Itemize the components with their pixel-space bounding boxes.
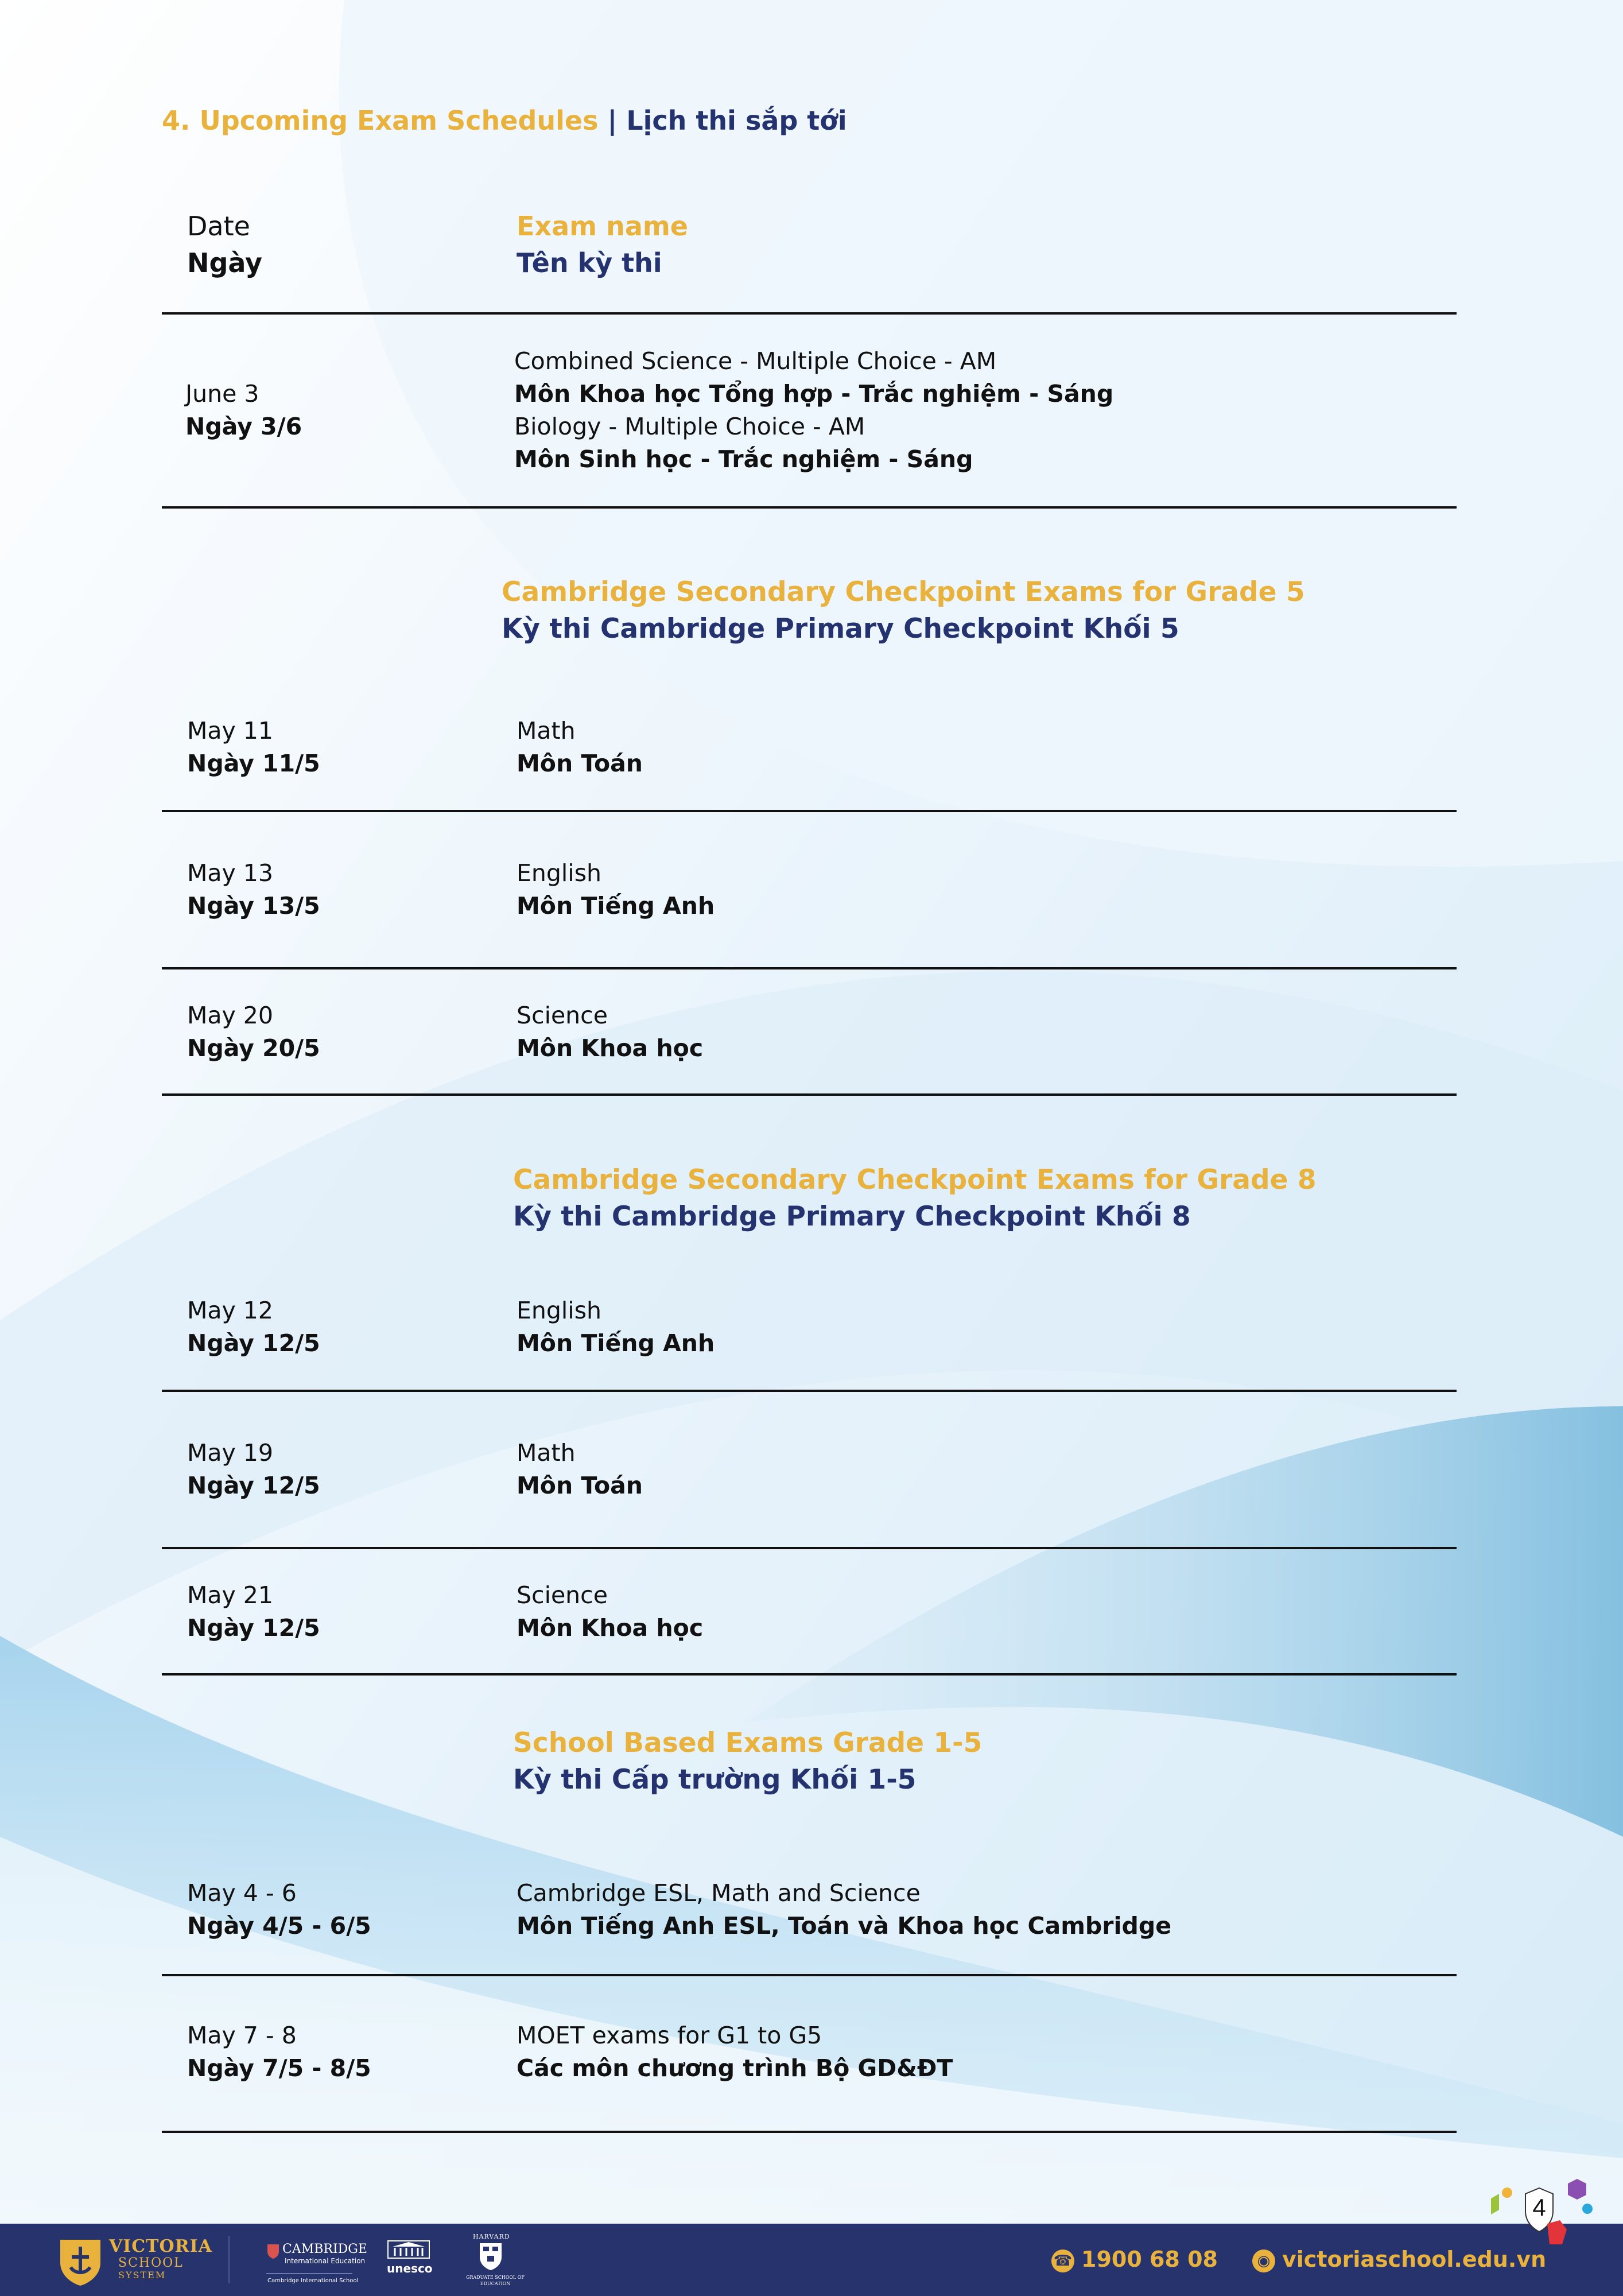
date-header-vi: Ngày xyxy=(187,247,263,278)
date-vi: Ngày 12/5 xyxy=(187,1614,320,1642)
exam-en: English xyxy=(517,859,602,887)
harvard-shield-icon xyxy=(479,2242,503,2271)
date-vi: Ngày 4/5 - 6/5 xyxy=(187,1912,371,1940)
brand-sub1: SCHOOL xyxy=(118,2256,184,2270)
heading-title-vi: | Lịch thi sắp tới xyxy=(607,105,847,136)
table-divider xyxy=(162,1390,1457,1392)
unesco-temple-icon xyxy=(387,2240,430,2259)
exam-line: Môn Sinh học - Trắc nghiệm - Sáng xyxy=(514,445,973,473)
cambridge-line: International Education xyxy=(285,2257,366,2265)
exam-en: English xyxy=(517,1297,602,1324)
section-title-en: School Based Exams Grade 1-5 xyxy=(513,1727,983,1759)
table-divider xyxy=(162,2131,1457,2133)
cambridge-shield-icon xyxy=(266,2243,280,2259)
date-en: May 21 xyxy=(187,1581,273,1609)
globe-icon: ◉ xyxy=(1252,2250,1275,2272)
table-divider xyxy=(162,506,1457,509)
date-vi: Ngày 12/5 xyxy=(187,1472,320,1499)
exam-en: Science xyxy=(517,1581,608,1609)
exam-cell xyxy=(517,857,715,922)
footer-bar xyxy=(0,2224,1623,2296)
date-vi: Ngày 12/5 xyxy=(187,1329,320,1357)
brand-name: VICTORIA xyxy=(109,2236,212,2256)
heading-title-en: 4. Upcoming Exam Schedules xyxy=(162,105,599,136)
exam-cell xyxy=(517,1294,715,1360)
exam-cell xyxy=(514,345,1113,476)
exam-header-en: Exam name xyxy=(517,211,688,242)
table-divider xyxy=(162,1673,1457,1676)
section-title-en: Cambridge Secondary Checkpoint Exams for Grade 8 xyxy=(513,1164,1317,1196)
exam-vi: Môn Khoa học xyxy=(517,1614,704,1642)
victoria-crest-icon xyxy=(55,2234,106,2287)
page-number-badge xyxy=(1486,2175,1613,2256)
exam-en: Math xyxy=(517,717,576,744)
exam-line: Biology - Multiple Choice - AM xyxy=(514,413,865,440)
table-divider xyxy=(162,312,1457,315)
date-cell xyxy=(187,1877,371,1942)
date-cell xyxy=(187,1437,320,1502)
exam-cell xyxy=(517,999,703,1065)
exam-header-vi: Tên kỳ thi xyxy=(517,247,662,278)
exam-en: Math xyxy=(517,1439,576,1467)
exam-cell xyxy=(517,715,643,780)
section-title-en: Cambridge Secondary Checkpoint Exams for Grade 5 xyxy=(502,576,1305,608)
harvard-bottom: GRADUATE SCHOOL OF EDUCATION xyxy=(466,2275,525,2286)
date-en: May 7 - 8 xyxy=(187,2022,297,2049)
exam-en: MOET exams for G1 to G5 xyxy=(517,2022,822,2049)
exam-line: Combined Science - Multiple Choice - AM xyxy=(514,347,997,375)
cambridge-sub: Cambridge International School xyxy=(267,2278,359,2284)
exam-vi: Môn Tiếng Anh xyxy=(517,892,715,920)
date-en: May 4 - 6 xyxy=(187,1879,297,1907)
date-vi: Ngày 13/5 xyxy=(187,892,320,920)
exam-vi: Môn Tiếng Anh xyxy=(517,1329,715,1357)
date-column-header xyxy=(187,208,262,281)
table-divider xyxy=(162,967,1457,969)
exam-vi: Môn Khoa học xyxy=(517,1034,704,1062)
harvard-top: HARVARD xyxy=(473,2233,510,2240)
table-divider xyxy=(162,1547,1457,1549)
exam-cell xyxy=(517,1579,703,1645)
section-heading xyxy=(162,105,847,136)
date-vi: Ngày 7/5 - 8/5 xyxy=(187,2054,371,2082)
section-title-grade8 xyxy=(513,1162,1317,1235)
footer-separator xyxy=(228,2236,230,2283)
date-cell xyxy=(187,1579,320,1645)
table-divider xyxy=(162,1974,1457,1976)
exam-cell xyxy=(517,1437,643,1502)
section-title-school-based xyxy=(513,1725,982,1798)
brand-sub2: SYSTEM xyxy=(118,2270,166,2281)
date-cell xyxy=(187,1294,320,1360)
phone-icon: ☎ xyxy=(1051,2250,1074,2272)
phone-number: 1900 68 08 xyxy=(1081,2247,1218,2272)
exam-en: Cambridge ESL, Math and Science xyxy=(517,1879,921,1907)
date-en: May 13 xyxy=(187,859,273,887)
date-en: May 20 xyxy=(187,1002,273,1029)
footer-phone[interactable] xyxy=(1051,2247,1218,2272)
section-title-grade5 xyxy=(502,574,1305,647)
date-cell xyxy=(187,715,320,780)
exam-vi: Môn Toán xyxy=(517,1472,643,1499)
date-cell xyxy=(187,2019,371,2085)
date-en: May 19 xyxy=(187,1439,273,1467)
exam-vi: Các môn chương trình Bộ GD&ĐT xyxy=(517,2054,953,2082)
table-divider xyxy=(162,1093,1457,1096)
exam-column-header xyxy=(517,208,688,281)
table-divider xyxy=(162,810,1457,812)
cambridge-name: CAMBRIDGE xyxy=(282,2242,367,2256)
date-vi: Ngày 11/5 xyxy=(187,750,320,777)
date-en: June 3 xyxy=(185,380,259,408)
date-header-en: Date xyxy=(187,211,250,242)
exam-en: Science xyxy=(517,1002,608,1029)
exam-vi: Môn Tiếng Anh ESL, Toán và Khoa học Cambridge xyxy=(517,1912,1172,1940)
unesco-label: unesco xyxy=(387,2262,433,2275)
date-en: May 11 xyxy=(187,717,273,744)
section-title-vi: Kỳ thi Cambridge Primary Checkpoint Khối 8 xyxy=(513,1201,1191,1232)
date-vi: Ngày 20/5 xyxy=(187,1034,320,1062)
section-title-vi: Kỳ thi Cambridge Primary Checkpoint Khối 5 xyxy=(502,613,1179,645)
date-en: May 12 xyxy=(187,1297,273,1324)
exam-cell xyxy=(517,1877,1171,1942)
date-cell xyxy=(185,378,302,443)
exam-line: Môn Khoa học Tổng hợp - Trắc nghiệm - Sáng xyxy=(514,380,1114,408)
date-cell xyxy=(187,999,320,1065)
page-number: 4 xyxy=(1532,2194,1546,2221)
exam-cell xyxy=(517,2019,953,2085)
section-title-vi: Kỳ thi Cấp trường Khối 1-5 xyxy=(513,1764,917,1795)
date-vi: Ngày 3/6 xyxy=(185,413,302,440)
website-url: victoriaschool.edu.vn xyxy=(1282,2247,1547,2272)
cambridge-rule xyxy=(266,2273,352,2274)
exam-vi: Môn Toán xyxy=(517,750,643,777)
date-cell xyxy=(187,857,320,922)
